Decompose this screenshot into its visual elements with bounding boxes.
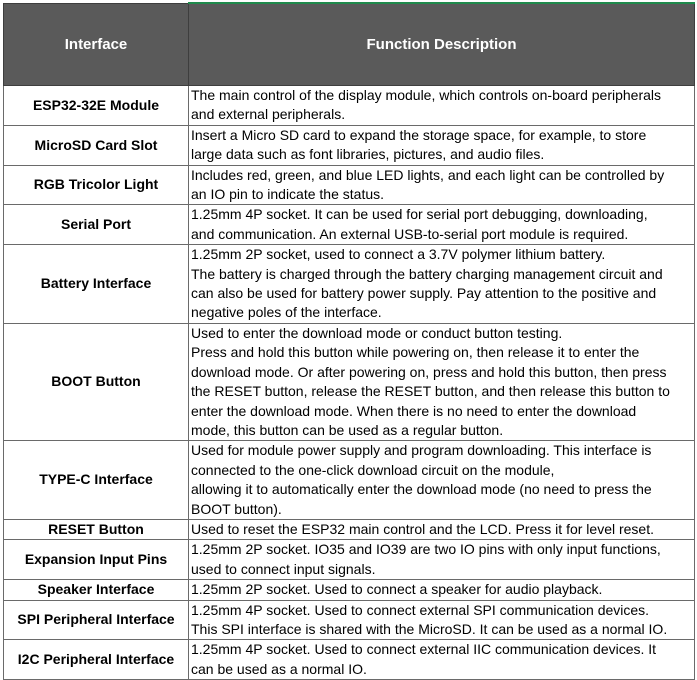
interface-table-container xyxy=(3,2,695,680)
description-line: 1.25mm 4P socket. Used to connect external IIC communication devices. It xyxy=(191,641,657,658)
function-description-cell xyxy=(189,165,695,205)
interface-name-cell: SPI Peripheral Interface xyxy=(4,600,189,640)
interface-name-cell: RESET Button xyxy=(4,519,189,539)
interface-name-cell: ESP32-32E Module xyxy=(4,86,189,126)
interface-name-cell: Expansion Input Pins xyxy=(4,540,189,580)
interface-name-cell: Battery Interface xyxy=(4,245,189,324)
function-description-cell xyxy=(189,519,695,539)
interface-name-cell: MicroSD Card Slot xyxy=(4,125,189,165)
description-line: mode, this button can be used as a regular button. xyxy=(191,421,504,438)
description-line: Includes red, green, and blue LED lights, and each light can be controlled by xyxy=(191,166,665,183)
function-description-cell xyxy=(189,245,695,324)
header-function-description: Function Description xyxy=(189,3,695,86)
description-line: allowing it to automatically enter the download mode (no need to press the xyxy=(191,481,652,498)
description-line: connected to the one-click download circuit on the module, xyxy=(191,461,555,478)
table-row xyxy=(4,441,695,520)
interface-name-cell: RGB Tricolor Light xyxy=(4,165,189,205)
description-line: Used for module power supply and program downloading. This interface is xyxy=(191,442,652,459)
table-row xyxy=(4,580,695,600)
table-row xyxy=(4,125,695,165)
description-line: 1.25mm 2P socket, used to connect a 3.7V polymer lithium battery. xyxy=(191,246,606,263)
function-description-cell xyxy=(189,86,695,126)
description-line: Insert a Micro SD card to expand the storage space, for example, to store xyxy=(191,126,647,143)
description-line: the RESET button, release the RESET button, and then release this button to xyxy=(191,383,670,400)
interface-name-cell: TYPE-C Interface xyxy=(4,441,189,520)
interface-name-cell: I2C Peripheral Interface xyxy=(4,640,189,680)
table-row xyxy=(4,323,695,440)
description-line: 1.25mm 2P socket. Used to connect a speaker for audio playback. xyxy=(191,581,603,598)
interface-name-cell: Serial Port xyxy=(4,205,189,245)
interface-table xyxy=(3,2,695,680)
description-line: BOOT button). xyxy=(191,500,282,517)
function-description-cell xyxy=(189,323,695,440)
description-line: an IO pin to indicate the status. xyxy=(191,186,385,203)
function-description-cell xyxy=(189,600,695,640)
interface-name-cell: Speaker Interface xyxy=(4,580,189,600)
description-line: Used to reset the ESP32 main control and the LCD. Press it for level reset. xyxy=(191,520,654,537)
description-line: can be used as a normal IO. xyxy=(191,660,367,677)
description-line: enter the download mode. When there is no need to enter the download xyxy=(191,402,637,419)
description-line: Press and hold this button while powering on, then release it to enter the xyxy=(191,344,640,361)
description-line: The main control of the display module, which controls on-board peripherals xyxy=(191,87,662,103)
description-line: 1.25mm 4P socket. It can be used for serial port debugging, downloading, xyxy=(191,206,648,223)
table-row xyxy=(4,540,695,580)
description-line: large data such as font libraries, pictures, and audio files. xyxy=(191,146,545,163)
header-row xyxy=(4,3,695,86)
table-row xyxy=(4,519,695,539)
table-row xyxy=(4,165,695,205)
description-line: negative poles of the interface. xyxy=(191,304,382,321)
table-row xyxy=(4,205,695,245)
function-description-cell xyxy=(189,205,695,245)
function-description-cell xyxy=(189,125,695,165)
function-description-cell xyxy=(189,441,695,520)
description-line: used to connect input signals. xyxy=(191,560,376,577)
header-interface: Interface xyxy=(4,3,189,86)
table-row xyxy=(4,86,695,126)
description-line: 1.25mm 4P socket. Used to connect external SPI communication devices. xyxy=(191,601,650,618)
description-line: Used to enter the download mode or conduct button testing. xyxy=(191,324,563,341)
description-line: 1.25mm 2P socket. IO35 and IO39 are two IO pins with only input functions, xyxy=(191,541,661,558)
description-line: This SPI interface is shared with the MicroSD. It can be used as a normal IO. xyxy=(191,620,668,637)
table-row xyxy=(4,600,695,640)
description-line: and external peripherals. xyxy=(191,106,346,123)
function-description-cell xyxy=(189,580,695,600)
description-line: can also be used for battery power supply. Pay attention to the positive and xyxy=(191,285,657,302)
description-line: and communication. An external USB-to-serial port module is required. xyxy=(191,225,629,242)
interface-name-cell: BOOT Button xyxy=(4,323,189,440)
description-line: The battery is charged through the battery charging management circuit and xyxy=(191,265,663,282)
table-header xyxy=(4,3,695,86)
description-line: download mode. Or after powering on, press and hold this button, then press xyxy=(191,363,667,380)
table-body xyxy=(4,86,695,680)
table-row xyxy=(4,245,695,324)
function-description-cell xyxy=(189,540,695,580)
